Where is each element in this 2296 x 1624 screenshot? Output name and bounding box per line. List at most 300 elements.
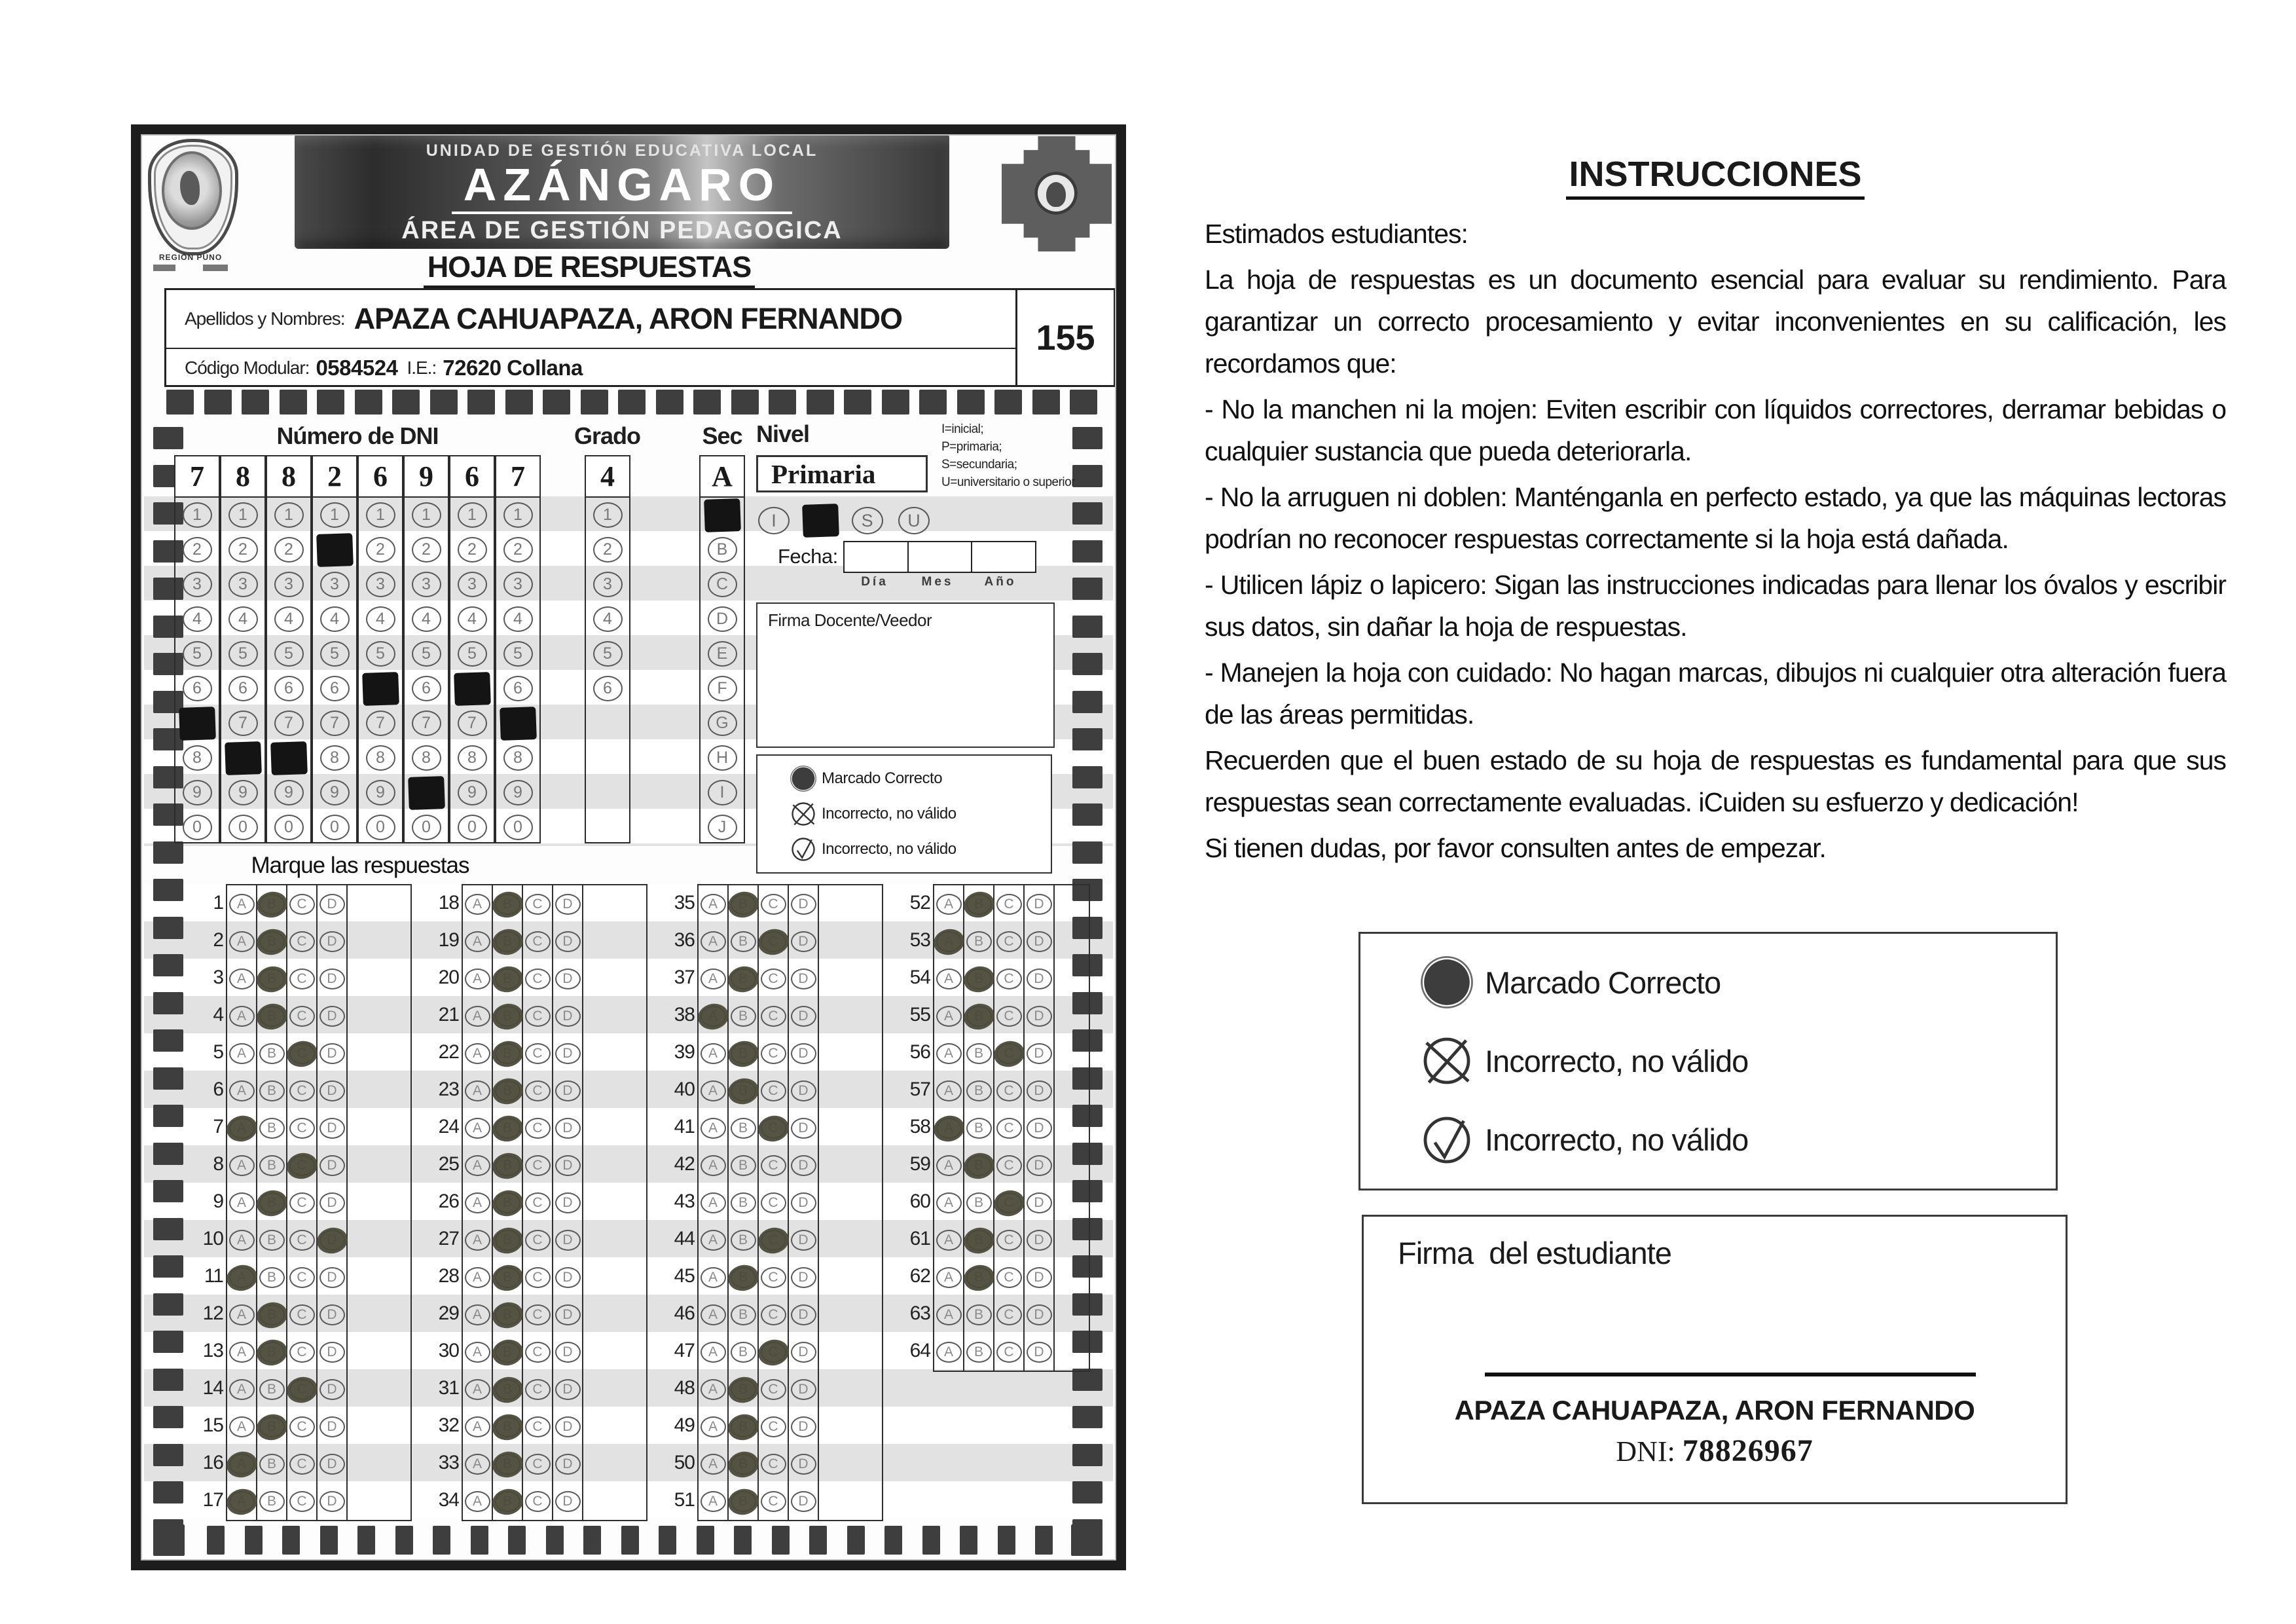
answer-bubble-51-D[interactable]: D xyxy=(791,1491,816,1512)
answer-bubble-49-D[interactable]: D xyxy=(791,1416,816,1437)
bubble-dni-col-6-4[interactable]: 4 xyxy=(412,606,441,632)
answer-bubble-54-C[interactable]: C xyxy=(996,969,1022,989)
bubble-dni-col-6-2[interactable]: 2 xyxy=(412,537,441,563)
answer-bubble-62-D[interactable]: D xyxy=(1027,1267,1052,1288)
bubble-dni-col-6-6[interactable]: 6 xyxy=(412,676,441,701)
bubble-dni-col-5-8[interactable]: 8 xyxy=(366,745,395,771)
bubble-grado-col-1[interactable]: 1 xyxy=(593,502,623,528)
answer-bubble-57-D[interactable]: D xyxy=(1027,1080,1052,1101)
answer-bubble-5-D[interactable]: D xyxy=(319,1043,345,1064)
answer-bubble-5-B[interactable]: B xyxy=(259,1043,285,1064)
answer-bubble-24-D[interactable]: D xyxy=(555,1118,581,1139)
answer-bubble-28-A[interactable]: A xyxy=(465,1267,490,1288)
answer-bubble-33-C[interactable]: C xyxy=(525,1454,551,1475)
bubble-dni-col-7-0[interactable]: 0 xyxy=(458,815,487,840)
bubble-dni-col-2-3[interactable]: 3 xyxy=(228,572,258,597)
answer-bubble-25-A[interactable]: A xyxy=(465,1155,490,1176)
answer-bubble-1-A[interactable]: A xyxy=(229,894,255,915)
bubble-dni-col-1-4[interactable]: 4 xyxy=(183,606,212,632)
bubble-dni-col-1-0[interactable]: 0 xyxy=(183,815,212,840)
fecha-input-año[interactable] xyxy=(971,541,1036,573)
answer-bubble-40-A[interactable]: A xyxy=(701,1080,726,1101)
bubble-sec-col-J[interactable]: J xyxy=(708,815,737,840)
answer-bubble-13-A[interactable]: A xyxy=(229,1342,255,1363)
answer-bubble-57-C[interactable]: C xyxy=(996,1080,1022,1101)
answer-bubble-52-A[interactable]: A xyxy=(936,894,962,915)
bubble-grado-col-5[interactable]: 5 xyxy=(593,641,623,667)
bubble-dni-col-4-4[interactable]: 4 xyxy=(320,606,350,632)
bubble-sec-col-H[interactable]: H xyxy=(708,745,737,771)
answer-bubble-43-C[interactable]: C xyxy=(761,1192,786,1213)
answer-bubble-53-D[interactable]: D xyxy=(1027,931,1052,952)
answer-bubble-7-C[interactable]: C xyxy=(289,1118,315,1139)
bubble-sec-col-D[interactable]: D xyxy=(708,606,737,632)
bubble-dni-col-6-1[interactable]: 1 xyxy=(412,502,441,528)
answer-bubble-17-B[interactable]: B xyxy=(259,1491,285,1512)
bubble-dni-col-4-1[interactable]: 1 xyxy=(320,502,350,528)
answer-bubble-23-A[interactable]: A xyxy=(465,1080,490,1101)
answer-bubble-38-C[interactable]: C xyxy=(761,1006,786,1027)
bubble-dni-col-3-1[interactable]: 1 xyxy=(274,502,304,528)
answer-bubble-3-A[interactable]: A xyxy=(229,969,255,989)
answer-bubble-32-A[interactable]: A xyxy=(465,1416,490,1437)
answer-bubble-6-A[interactable]: A xyxy=(229,1080,255,1101)
answer-bubble-22-A[interactable]: A xyxy=(465,1043,490,1064)
answer-bubble-8-D[interactable]: D xyxy=(319,1155,345,1176)
bubble-dni-col-8-6[interactable]: 6 xyxy=(503,676,533,701)
bubble-dni-col-3-9[interactable]: 9 xyxy=(274,780,304,805)
bubble-dni-col-5-4[interactable]: 4 xyxy=(366,606,395,632)
dni-col-3-value[interactable]: 8 xyxy=(267,456,310,498)
bubble-dni-col-2-9[interactable]: 9 xyxy=(228,780,258,805)
answer-bubble-61-D[interactable]: D xyxy=(1027,1230,1052,1251)
answer-bubble-39-D[interactable]: D xyxy=(791,1043,816,1064)
bubble-dni-col-3-3[interactable]: 3 xyxy=(274,572,304,597)
fecha-input-mes[interactable] xyxy=(907,541,973,573)
answer-bubble-47-A[interactable]: A xyxy=(701,1342,726,1363)
answer-bubble-12-C[interactable]: C xyxy=(289,1304,315,1325)
answer-bubble-51-A[interactable]: A xyxy=(701,1491,726,1512)
bubble-dni-col-2-6[interactable]: 6 xyxy=(228,676,258,701)
answer-bubble-58-D[interactable]: D xyxy=(1027,1118,1052,1139)
bubble-dni-col-5-1[interactable]: 1 xyxy=(366,502,395,528)
answer-bubble-55-D[interactable]: D xyxy=(1027,1006,1052,1027)
answer-bubble-56-D[interactable]: D xyxy=(1027,1043,1052,1064)
bubble-dni-col-4-9[interactable]: 9 xyxy=(320,780,350,805)
answer-bubble-58-C[interactable]: C xyxy=(996,1118,1022,1139)
bubble-nivel-S[interactable]: S xyxy=(852,507,883,534)
answer-bubble-54-D[interactable]: D xyxy=(1027,969,1052,989)
answer-bubble-32-C[interactable]: C xyxy=(525,1416,551,1437)
answer-bubble-2-A[interactable]: A xyxy=(229,931,255,952)
bubble-dni-col-3-6[interactable]: 6 xyxy=(274,676,304,701)
bubble-dni-col-2-4[interactable]: 4 xyxy=(228,606,258,632)
answer-bubble-20-A[interactable]: A xyxy=(465,969,490,989)
answer-bubble-60-A[interactable]: A xyxy=(936,1192,962,1213)
answer-bubble-31-C[interactable]: C xyxy=(525,1379,551,1400)
answer-bubble-20-C[interactable]: C xyxy=(525,969,551,989)
answer-bubble-32-D[interactable]: D xyxy=(555,1416,581,1437)
bubble-dni-col-1-8[interactable]: 8 xyxy=(183,745,212,771)
answer-bubble-34-A[interactable]: A xyxy=(465,1491,490,1512)
answer-bubble-57-B[interactable]: B xyxy=(966,1080,992,1101)
answer-bubble-10-A[interactable]: A xyxy=(229,1230,255,1251)
bubble-dni-col-3-7[interactable]: 7 xyxy=(274,710,304,736)
nivel-value-box[interactable]: Primaria xyxy=(756,455,928,492)
answer-bubble-12-A[interactable]: A xyxy=(229,1304,255,1325)
answer-bubble-14-D[interactable]: D xyxy=(319,1379,345,1400)
answer-bubble-60-B[interactable]: B xyxy=(966,1192,992,1213)
answer-bubble-19-C[interactable]: C xyxy=(525,931,551,952)
bubble-dni-col-8-4[interactable]: 4 xyxy=(503,606,533,632)
bubble-dni-col-2-7[interactable]: 7 xyxy=(228,710,258,736)
answer-bubble-31-D[interactable]: D xyxy=(555,1379,581,1400)
answer-bubble-44-A[interactable]: A xyxy=(701,1230,726,1251)
answer-bubble-29-D[interactable]: D xyxy=(555,1304,581,1325)
answer-bubble-61-C[interactable]: C xyxy=(996,1230,1022,1251)
answer-bubble-63-B[interactable]: B xyxy=(966,1304,992,1325)
answer-bubble-27-D[interactable]: D xyxy=(555,1230,581,1251)
answer-bubble-64-B[interactable]: B xyxy=(966,1342,992,1363)
answer-bubble-42-C[interactable]: C xyxy=(761,1155,786,1176)
bubble-dni-col-4-7[interactable]: 7 xyxy=(320,710,350,736)
bubble-dni-col-6-5[interactable]: 5 xyxy=(412,641,441,667)
answer-bubble-30-D[interactable]: D xyxy=(555,1342,581,1363)
answer-bubble-41-D[interactable]: D xyxy=(791,1118,816,1139)
answer-bubble-2-C[interactable]: C xyxy=(289,931,315,952)
answer-bubble-10-B[interactable]: B xyxy=(259,1230,285,1251)
bubble-dni-col-2-2[interactable]: 2 xyxy=(228,537,258,563)
answer-bubble-11-B[interactable]: B xyxy=(259,1267,285,1288)
answer-bubble-17-C[interactable]: C xyxy=(289,1491,315,1512)
answer-bubble-42-A[interactable]: A xyxy=(701,1155,726,1176)
bubble-sec-col-B[interactable]: B xyxy=(708,537,737,563)
bubble-sec-col-E[interactable]: E xyxy=(708,641,737,667)
bubble-dni-col-3-0[interactable]: 0 xyxy=(274,815,304,840)
answer-bubble-36-B[interactable]: B xyxy=(731,931,756,952)
answer-bubble-59-A[interactable]: A xyxy=(936,1155,962,1176)
answer-bubble-8-B[interactable]: B xyxy=(259,1155,285,1176)
answer-bubble-49-A[interactable]: A xyxy=(701,1416,726,1437)
answer-bubble-26-C[interactable]: C xyxy=(525,1192,551,1213)
answer-bubble-6-C[interactable]: C xyxy=(289,1080,315,1101)
answer-bubble-37-A[interactable]: A xyxy=(701,969,726,989)
answer-bubble-49-C[interactable]: C xyxy=(761,1416,786,1437)
answer-bubble-60-D[interactable]: D xyxy=(1027,1192,1052,1213)
answer-bubble-22-C[interactable]: C xyxy=(525,1043,551,1064)
answer-bubble-11-D[interactable]: D xyxy=(319,1267,345,1288)
bubble-dni-col-6-3[interactable]: 3 xyxy=(412,572,441,597)
bubble-dni-col-1-1[interactable]: 1 xyxy=(183,502,212,528)
bubble-grado-col-2[interactable]: 2 xyxy=(593,537,623,563)
answer-bubble-18-D[interactable]: D xyxy=(555,894,581,915)
answer-bubble-28-D[interactable]: D xyxy=(555,1267,581,1288)
answer-bubble-37-D[interactable]: D xyxy=(791,969,816,989)
bubble-dni-col-7-1[interactable]: 1 xyxy=(458,502,487,528)
answer-bubble-34-D[interactable]: D xyxy=(555,1491,581,1512)
bubble-dni-col-5-0[interactable]: 0 xyxy=(366,815,395,840)
answer-bubble-44-B[interactable]: B xyxy=(731,1230,756,1251)
answer-bubble-46-A[interactable]: A xyxy=(701,1304,726,1325)
answer-bubble-43-D[interactable]: D xyxy=(791,1192,816,1213)
answer-bubble-18-A[interactable]: A xyxy=(465,894,490,915)
bubble-dni-col-5-2[interactable]: 2 xyxy=(366,537,395,563)
answer-bubble-35-D[interactable]: D xyxy=(791,894,816,915)
bubble-dni-col-2-1[interactable]: 1 xyxy=(228,502,258,528)
answer-bubble-53-C[interactable]: C xyxy=(996,931,1022,952)
bubble-dni-col-2-5[interactable]: 5 xyxy=(228,641,258,667)
bubble-dni-col-7-2[interactable]: 2 xyxy=(458,537,487,563)
answer-bubble-54-A[interactable]: A xyxy=(936,969,962,989)
answer-bubble-64-C[interactable]: C xyxy=(996,1342,1022,1363)
answer-bubble-50-C[interactable]: C xyxy=(761,1454,786,1475)
bubble-dni-col-3-4[interactable]: 4 xyxy=(274,606,304,632)
answer-bubble-47-B[interactable]: B xyxy=(731,1342,756,1363)
bubble-sec-col-C[interactable]: C xyxy=(708,572,737,597)
answer-bubble-16-B[interactable]: B xyxy=(259,1454,285,1475)
bubble-dni-col-6-7[interactable]: 7 xyxy=(412,710,441,736)
answer-bubble-1-C[interactable]: C xyxy=(289,894,315,915)
bubble-dni-col-4-5[interactable]: 5 xyxy=(320,641,350,667)
bubble-dni-col-1-2[interactable]: 2 xyxy=(183,537,212,563)
bubble-dni-col-5-3[interactable]: 3 xyxy=(366,572,395,597)
bubble-nivel-I[interactable]: I xyxy=(758,507,790,534)
answer-bubble-27-A[interactable]: A xyxy=(465,1230,490,1251)
answer-bubble-28-C[interactable]: C xyxy=(525,1267,551,1288)
bubble-dni-col-4-0[interactable]: 0 xyxy=(320,815,350,840)
answer-bubble-57-A[interactable]: A xyxy=(936,1080,962,1101)
answer-bubble-63-D[interactable]: D xyxy=(1027,1304,1052,1325)
answer-bubble-23-C[interactable]: C xyxy=(525,1080,551,1101)
dni-col-6-value[interactable]: 9 xyxy=(405,456,448,498)
answer-bubble-34-C[interactable]: C xyxy=(525,1491,551,1512)
answer-bubble-17-D[interactable]: D xyxy=(319,1491,345,1512)
answer-bubble-33-D[interactable]: D xyxy=(555,1454,581,1475)
answer-bubble-55-C[interactable]: C xyxy=(996,1006,1022,1027)
answer-bubble-64-D[interactable]: D xyxy=(1027,1342,1052,1363)
bubble-dni-col-1-5[interactable]: 5 xyxy=(183,641,212,667)
dni-col-8-value[interactable]: 7 xyxy=(496,456,539,498)
answer-bubble-64-A[interactable]: A xyxy=(936,1342,962,1363)
answer-bubble-44-D[interactable]: D xyxy=(791,1230,816,1251)
bubble-dni-col-8-2[interactable]: 2 xyxy=(503,537,533,563)
answer-bubble-21-D[interactable]: D xyxy=(555,1006,581,1027)
answer-bubble-29-C[interactable]: C xyxy=(525,1304,551,1325)
answer-bubble-53-B[interactable]: B xyxy=(966,931,992,952)
answer-bubble-12-D[interactable]: D xyxy=(319,1304,345,1325)
answer-bubble-59-C[interactable]: C xyxy=(996,1155,1022,1176)
answer-bubble-58-B[interactable]: B xyxy=(966,1118,992,1139)
answer-bubble-1-D[interactable]: D xyxy=(319,894,345,915)
bubble-sec-col-I[interactable]: I xyxy=(708,780,737,805)
answer-bubble-5-A[interactable]: A xyxy=(229,1043,255,1064)
answer-bubble-15-A[interactable]: A xyxy=(229,1416,255,1437)
answer-bubble-4-D[interactable]: D xyxy=(319,1006,345,1027)
answer-bubble-46-C[interactable]: C xyxy=(761,1304,786,1325)
answer-bubble-36-D[interactable]: D xyxy=(791,931,816,952)
sec-col-value[interactable]: A xyxy=(701,456,744,498)
answer-bubble-7-D[interactable]: D xyxy=(319,1118,345,1139)
bubble-dni-col-4-8[interactable]: 8 xyxy=(320,745,350,771)
bubble-grado-col-3[interactable]: 3 xyxy=(593,572,623,597)
bubble-sec-col-F[interactable]: F xyxy=(708,676,737,701)
bubble-dni-col-1-6[interactable]: 6 xyxy=(183,676,212,701)
answer-bubble-50-A[interactable]: A xyxy=(701,1454,726,1475)
answer-bubble-42-B[interactable]: B xyxy=(731,1155,756,1176)
dni-col-4-value[interactable]: 2 xyxy=(313,456,356,498)
bubble-dni-col-3-5[interactable]: 5 xyxy=(274,641,304,667)
bubble-dni-col-7-4[interactable]: 4 xyxy=(458,606,487,632)
answer-bubble-43-A[interactable]: A xyxy=(701,1192,726,1213)
answer-bubble-40-C[interactable]: C xyxy=(761,1080,786,1101)
answer-bubble-62-A[interactable]: A xyxy=(936,1267,962,1288)
answer-bubble-39-A[interactable]: A xyxy=(701,1043,726,1064)
answer-bubble-4-A[interactable]: A xyxy=(229,1006,255,1027)
dni-col-1-value[interactable]: 7 xyxy=(175,456,219,498)
answer-bubble-24-C[interactable]: C xyxy=(525,1118,551,1139)
answer-bubble-16-D[interactable]: D xyxy=(319,1454,345,1475)
answer-bubble-13-D[interactable]: D xyxy=(319,1342,345,1363)
answer-bubble-15-C[interactable]: C xyxy=(289,1416,315,1437)
bubble-dni-col-6-8[interactable]: 8 xyxy=(412,745,441,771)
bubble-dni-col-8-5[interactable]: 5 xyxy=(503,641,533,667)
answer-bubble-30-A[interactable]: A xyxy=(465,1342,490,1363)
bubble-dni-col-5-9[interactable]: 9 xyxy=(366,780,395,805)
dni-col-5-value[interactable]: 6 xyxy=(359,456,402,498)
answer-bubble-33-A[interactable]: A xyxy=(465,1454,490,1475)
answer-bubble-19-D[interactable]: D xyxy=(555,931,581,952)
answer-bubble-7-B[interactable]: B xyxy=(259,1118,285,1139)
answer-bubble-20-D[interactable]: D xyxy=(555,969,581,989)
bubble-dni-col-8-9[interactable]: 9 xyxy=(503,780,533,805)
answer-bubble-14-B[interactable]: B xyxy=(259,1379,285,1400)
answer-bubble-51-C[interactable]: C xyxy=(761,1491,786,1512)
answer-bubble-56-A[interactable]: A xyxy=(936,1043,962,1064)
bubble-dni-col-1-3[interactable]: 3 xyxy=(183,572,212,597)
answer-bubble-26-A[interactable]: A xyxy=(465,1192,490,1213)
bubble-dni-col-8-1[interactable]: 1 xyxy=(503,502,533,528)
answer-bubble-39-C[interactable]: C xyxy=(761,1043,786,1064)
answer-bubble-43-B[interactable]: B xyxy=(731,1192,756,1213)
answer-bubble-50-D[interactable]: D xyxy=(791,1454,816,1475)
bubble-dni-col-4-6[interactable]: 6 xyxy=(320,676,350,701)
bubble-dni-col-7-8[interactable]: 8 xyxy=(458,745,487,771)
answer-bubble-16-C[interactable]: C xyxy=(289,1454,315,1475)
bubble-dni-col-7-5[interactable]: 5 xyxy=(458,641,487,667)
answer-bubble-26-D[interactable]: D xyxy=(555,1192,581,1213)
bubble-dni-col-8-8[interactable]: 8 xyxy=(503,745,533,771)
answer-bubble-4-C[interactable]: C xyxy=(289,1006,315,1027)
grado-col-value[interactable]: 4 xyxy=(586,456,629,498)
answer-bubble-38-D[interactable]: D xyxy=(791,1006,816,1027)
bubble-sec-col-G[interactable]: G xyxy=(708,710,737,736)
bubble-dni-col-3-2[interactable]: 2 xyxy=(274,537,304,563)
answer-bubble-21-A[interactable]: A xyxy=(465,1006,490,1027)
answer-bubble-48-D[interactable]: D xyxy=(791,1379,816,1400)
answer-bubble-45-A[interactable]: A xyxy=(701,1267,726,1288)
bubble-dni-col-7-9[interactable]: 9 xyxy=(458,780,487,805)
answer-bubble-52-D[interactable]: D xyxy=(1027,894,1052,915)
answer-bubble-9-D[interactable]: D xyxy=(319,1192,345,1213)
answer-bubble-6-B[interactable]: B xyxy=(259,1080,285,1101)
bubble-dni-col-7-3[interactable]: 3 xyxy=(458,572,487,597)
answer-bubble-29-A[interactable]: A xyxy=(465,1304,490,1325)
answer-bubble-27-C[interactable]: C xyxy=(525,1230,551,1251)
answer-bubble-22-D[interactable]: D xyxy=(555,1043,581,1064)
answer-bubble-45-C[interactable]: C xyxy=(761,1267,786,1288)
answer-bubble-61-A[interactable]: A xyxy=(936,1230,962,1251)
answer-bubble-25-D[interactable]: D xyxy=(555,1155,581,1176)
answer-bubble-35-A[interactable]: A xyxy=(701,894,726,915)
answer-bubble-63-A[interactable]: A xyxy=(936,1304,962,1325)
bubble-dni-col-7-7[interactable]: 7 xyxy=(458,710,487,736)
answer-bubble-37-C[interactable]: C xyxy=(761,969,786,989)
bubble-dni-col-6-0[interactable]: 0 xyxy=(412,815,441,840)
answer-bubble-36-A[interactable]: A xyxy=(701,931,726,952)
answer-bubble-25-C[interactable]: C xyxy=(525,1155,551,1176)
answer-bubble-8-A[interactable]: A xyxy=(229,1155,255,1176)
answer-bubble-48-C[interactable]: C xyxy=(761,1379,786,1400)
answer-bubble-3-C[interactable]: C xyxy=(289,969,315,989)
answer-bubble-10-C[interactable]: C xyxy=(289,1230,315,1251)
answer-bubble-38-B[interactable]: B xyxy=(731,1006,756,1027)
answer-bubble-15-D[interactable]: D xyxy=(319,1416,345,1437)
answer-bubble-59-D[interactable]: D xyxy=(1027,1155,1052,1176)
answer-bubble-31-A[interactable]: A xyxy=(465,1379,490,1400)
bubble-grado-col-4[interactable]: 4 xyxy=(593,606,623,632)
answer-bubble-41-A[interactable]: A xyxy=(701,1118,726,1139)
fecha-input-día[interactable] xyxy=(843,541,909,573)
answer-bubble-62-C[interactable]: C xyxy=(996,1267,1022,1288)
bubble-grado-col-6[interactable]: 6 xyxy=(593,676,623,701)
answer-bubble-42-D[interactable]: D xyxy=(791,1155,816,1176)
answer-bubble-21-C[interactable]: C xyxy=(525,1006,551,1027)
bubble-dni-col-1-9[interactable]: 9 xyxy=(183,780,212,805)
bubble-dni-col-4-3[interactable]: 3 xyxy=(320,572,350,597)
answer-bubble-19-A[interactable]: A xyxy=(465,931,490,952)
answer-bubble-9-C[interactable]: C xyxy=(289,1192,315,1213)
answer-bubble-56-B[interactable]: B xyxy=(966,1043,992,1064)
answer-bubble-35-C[interactable]: C xyxy=(761,894,786,915)
bubble-dni-col-8-0[interactable]: 0 xyxy=(503,815,533,840)
answer-bubble-18-C[interactable]: C xyxy=(525,894,551,915)
answer-bubble-9-A[interactable]: A xyxy=(229,1192,255,1213)
dni-col-2-value[interactable]: 8 xyxy=(221,456,264,498)
answer-bubble-48-A[interactable]: A xyxy=(701,1379,726,1400)
dni-col-7-value[interactable]: 6 xyxy=(450,456,494,498)
bubble-dni-col-2-0[interactable]: 0 xyxy=(228,815,258,840)
answer-bubble-13-C[interactable]: C xyxy=(289,1342,315,1363)
answer-bubble-2-D[interactable]: D xyxy=(319,931,345,952)
bubble-dni-col-5-7[interactable]: 7 xyxy=(366,710,395,736)
answer-bubble-6-D[interactable]: D xyxy=(319,1080,345,1101)
answer-bubble-3-D[interactable]: D xyxy=(319,969,345,989)
answer-bubble-30-C[interactable]: C xyxy=(525,1342,551,1363)
answer-bubble-14-A[interactable]: A xyxy=(229,1379,255,1400)
answer-bubble-11-C[interactable]: C xyxy=(289,1267,315,1288)
bubble-dni-col-8-3[interactable]: 3 xyxy=(503,572,533,597)
answer-bubble-46-B[interactable]: B xyxy=(731,1304,756,1325)
answer-bubble-45-D[interactable]: D xyxy=(791,1267,816,1288)
answer-bubble-23-D[interactable]: D xyxy=(555,1080,581,1101)
bubble-dni-col-5-5[interactable]: 5 xyxy=(366,641,395,667)
answer-bubble-40-D[interactable]: D xyxy=(791,1080,816,1101)
answer-bubble-24-A[interactable]: A xyxy=(465,1118,490,1139)
answer-bubble-63-C[interactable]: C xyxy=(996,1304,1022,1325)
answer-bubble-55-A[interactable]: A xyxy=(936,1006,962,1027)
answer-bubble-46-D[interactable]: D xyxy=(791,1304,816,1325)
answer-bubble-41-B[interactable]: B xyxy=(731,1118,756,1139)
